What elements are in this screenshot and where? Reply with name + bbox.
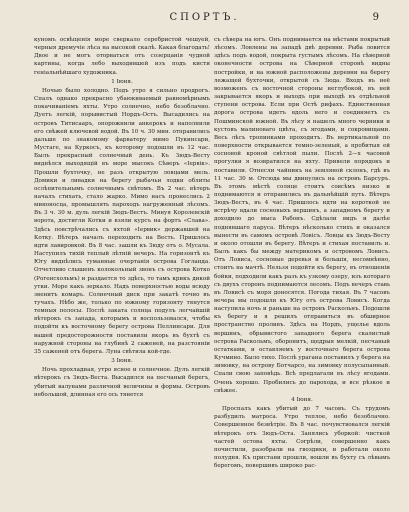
entry-date: 3 Іюня.	[111, 358, 133, 365]
paragraph: Проспалъ какъ убитый до 7 часовъ. Съ трудомъ разбудилъ матроса. Утро теплое, небо безоблачно. Совершенное безвѣтріе. Въ 8 час. почувствовался легкій вѣтерокъ отъ Зюдъ-Оста. Занялись уборкой: чисткой частей остова яхты. Согрѣли, совершенно какъ почистили, разобрали на гвоздики, и работали около полудня. Къ пристани прошли, вошли въ бухту съ лѣвымъ берегомъ, повершивъ широко рас-	[214, 406, 390, 470]
entry-date: 4 Іюня.	[291, 396, 313, 403]
page-title: СПОРТЪ.	[169, 12, 240, 23]
left-column	[34, 36, 210, 399]
page-header	[0, 10, 409, 30]
paragraph: съ сѣвера на югъ. Онъ поднимается на мѣстами покрытый лѣсомъ. Ловлены на западѣ двѣ деревни. Рыба ловится здѣсь подъ водой, покрыта густымъ лѣсомъ. На сѣверной оконечности острова на Сѣверной сторонѣ видны постройки, и на южной расположены деревни на берегу лежащей бухточки, открытой съ Зюда. Входъ въ неё возможенъ съ восточной стороны неглубокой, въ ней закрывается якорь и выходъ при выходѣ въ отдѣльной ступени острова. Если при Остѣ рифахъ. Единственная дорога острова идетъ вдоль него и соединяетъ съ Пошминской южной. Въ лѣсу я нашелъ много черники и кустовъ малиноваго цвѣта, съ ягодами, и сокровищами. Весь лѣсъ тропинками проходитъ. Въ вертикальной по поверхности открывается темно-зеленый, а пробитыя ей сосновой кроной свѣтлой пыли. Послѣ 2—х часовой прогулки я возвратился на яхту. Привели порядокъ и поставили. Отнесли чайникъ на земляной склонъ, гдѣ въ 11 час. 30 м. Отсюда мы двинулись на островъ Барсуръ. Въ этомъ мѣстѣ солнце стоитъ совсѣмъ низко и поднимаются и отправились въ дальнѣйшій путь. Вѣтеръ Зюдъ-Вестъ, въ 4 час. Пришлось идти на короткой не встрѣчу вдали сосновыхъ вершинъ, а западномъ берегу и доходило до мыса Рабонъ. Сдѣлали видъ и далѣе поднявшаго паруса. Вѣтеръ нѣсколько стихъ и оказался вынести въ самомъ островѣ Ловісъ. Ловцы къ Зюдъ-Весту и около отошли въ берегу. Вѣтеръ и стихая поставилъ и. Былъ какъ бы между материкомъ и островомъ Ловисъ. Отъ Ловиса, сосновые деревья и большія, несомнѣнно, стоитъ на мачтѣ. Нельзя подойти къ берегу, въ отношеніи бойки, подходили какъ разъ къ узкому озеру, изъ котораго съ двухъ сторонъ поднимаются лесомъ. Подъ вечеръ ставь въ Ловисѣ съ моря доносятся. Погода тихая. Въ 7 часовъ вечера мы подошли къ Югу отъ острова Ловисъ. Когда наступила ночь и раньше на островъ Раскольнъ. Подошли къ берегу и я решилъ отправиться въ обширное пространство проливъ. Здѣсь на Нордъ, ущелье вдоль вершинъ, обрывистого западного берега скалистый острова Раскольмъ, оборонитъ, щедрыя мелкій, песчаный остатками, и оставляемъ у восточнаго берега острова Кучмино. Было тихо. Послѣ урагана поставилъ у берега на зимовку, на острову Ботчарсо, на зимовку полусыпанный. Спали свою заповѣдь. Всѣ предлагали въ лѣсу ягодами. Очень хорошо. Пробились до парохода, и все рѣзкое и свѣжее.	[214, 37, 390, 394]
paragraph: Ночь прохладная, утро ясное и солнечное. Дулъ легкій вѣтерокъ съ Зюдъ-Веста. Высадился на песчаный берегъ, убитый валунами различной величины и формы. Островъ небольшой, длинная его ось тянется	[34, 367, 210, 398]
page-number: 9	[372, 12, 379, 23]
entry-date: 1 Іюня.	[111, 78, 133, 85]
right-column	[214, 36, 390, 470]
paragraph: Ночью было холодно. Подъ утро я сильно продрогъ. Спалъ однако прекрасно убаюкиваемый равномѣрнымъ покачиваніемъ яхты. Утро солнечно, небо безоблачно. Дуетъ легкій, порывистый Нордъ-Остъ. Высадились на островъ Титисааръ, опорожнили анкерокъ и наполнили его свѣжей ключевой водой. Въ 10 ч. 30 мин. отправились дальше по знакомому фарватеру мимо Пукинсари, Мустаге, на Куркосъ, къ которому подошли въ 12 час. Былъ прекрасный солнечный день. Къ Зюдъ-Весту виднѣлся выходящій въ море мысокъ Сѣверъ «Іервік». Прошли бухточку, не разъ открытую ловцами мель. Домики и ливадки на берегу рыбачьи лодки облиты ослѣпительнымъ солнечнымъ свѣтомъ. Въ 2 час. вѣтеръ началъ стихать, стало жарко. Мимо насъ пронеслись 2 миноносца, промышлять пароходъ нагруженный лѣсомъ. Въ 3 ч. 30 м. дуль легкій Зюдъ-Вестъ. Минуя Королевскій ворота, достигли Котки и взяли курсъ на фортъ «Слава». Здѣсь повстрѣчались съ яхтой «Іервик» державшей на Котку. Вѣтеръ началъ переходить на Весть. Пришлось идти лавировкой. Въ 8 час. зашли къ Зюду отъ о. Мусала. Наступилъ тихій теплый лѣтній вечеръ. На горизонтѣ къ Югу виднѣлись туманные очертанія острова Гогланда. Отчетливо слышенъ колокольный звонъ съ острова Котко (Рогенсхольмъ) и раздается то здѣсь, то тамъ крикъ дикой утки. Море какъ зеркало. Надъ поверхностью воды всюду звенитъ комаръ. Солнечный диск при закатѣ точно въ тучахъ. Нѣбо же, только по южному горизонту тянутся темныя полосы. Послѣ заката солнца подулъ легчайшій вѣтерокъ съ запада, которымъ и воспользовался, чтобы подойти къ восточному берегу острова Пеллинсари. Для вашей предосторожности поставили якорь въ бухтѣ съ наружной стороны на глубинѣ 2 саженей, на разстояніи 35 саженей отъ берега. Луна свѣтила кой-где.	[34, 87, 210, 355]
paragraph: куномъ освѣщенія море сверкало серебристой чешуей, черныя дремучіе лѣса на высокой скалѣ. Какая благодать! Двое и не могъ оторваться отъ созерцанія чудной картины, когда лебо выходившей изъ подъ кисти геніальнѣйшаго художника.	[34, 37, 210, 76]
